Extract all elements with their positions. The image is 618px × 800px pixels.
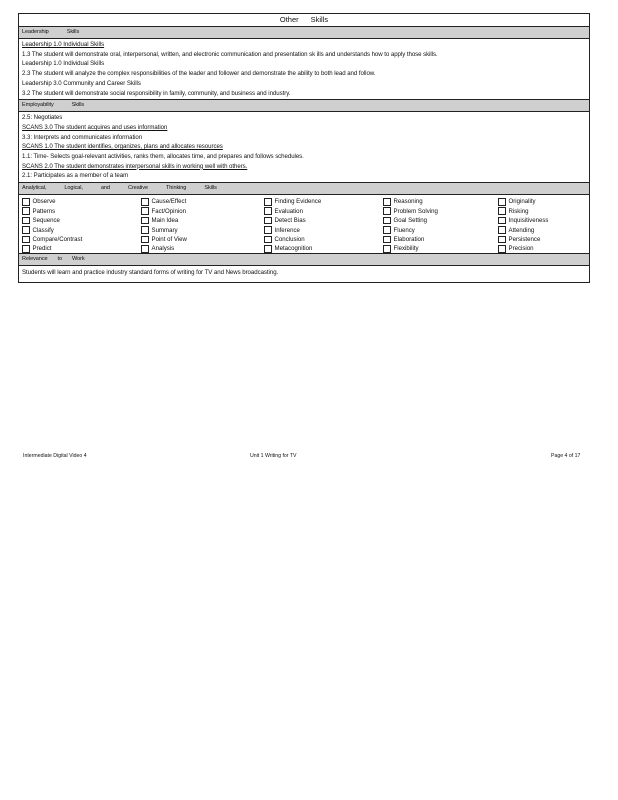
skill-label: Conclusion	[274, 235, 305, 243]
leadership-skills-header: Leadership Skills	[19, 27, 589, 39]
page-title: Other Skills	[19, 14, 589, 27]
skill-label: Patterns	[32, 207, 56, 215]
checkbox[interactable]	[383, 245, 391, 253]
checkbox[interactable]	[498, 207, 506, 215]
skill-checkbox-item[interactable]	[22, 235, 141, 244]
skill-checkbox-item[interactable]	[141, 207, 264, 216]
skill-checkbox-item[interactable]	[264, 235, 383, 244]
skill-label: Classify	[32, 226, 54, 234]
skill-checkbox-item[interactable]	[141, 225, 264, 234]
skill-label: Problem Solving	[393, 207, 438, 215]
leadership-line: 3.2 The student will demonstrate social responsibility in family, community, and business and industry.	[22, 89, 291, 97]
relevance-to-work-body	[19, 266, 589, 282]
checkbox[interactable]	[264, 245, 272, 253]
thinking-skills-checklist	[19, 195, 589, 254]
skill-checkbox-item[interactable]	[383, 225, 498, 234]
relevance-to-work-header: Relevance to Work	[19, 254, 589, 266]
leadership-skills-body	[19, 39, 589, 100]
skill-checkbox-item[interactable]	[383, 216, 498, 225]
checkbox[interactable]	[22, 207, 30, 215]
skill-label: Persistence	[508, 235, 541, 243]
employability-skills-body	[19, 112, 589, 183]
skill-checkbox-item[interactable]	[383, 207, 498, 216]
skill-label: Flexibility	[393, 245, 419, 253]
checkbox[interactable]	[264, 217, 272, 225]
skill-label: Fact/Opinion	[151, 207, 187, 215]
skill-checkbox-item[interactable]	[264, 216, 383, 225]
checkbox[interactable]	[141, 207, 149, 215]
skill-checkbox-item[interactable]	[264, 244, 383, 253]
skill-label: Summary	[151, 226, 178, 234]
skill-checkbox-item[interactable]	[498, 235, 590, 244]
skill-label: Attending	[508, 226, 535, 234]
checkbox[interactable]	[383, 226, 391, 234]
checkbox[interactable]	[141, 198, 149, 206]
skill-checkbox-item[interactable]	[22, 207, 141, 216]
checkbox[interactable]	[22, 236, 30, 244]
skill-label: Metacognition	[274, 245, 313, 253]
footer-page: Page 4 of 17	[551, 453, 581, 459]
leadership-line: Leadership 3.0 Community and Career Skills	[22, 79, 141, 87]
skill-label: Precision	[508, 245, 534, 253]
skill-checkbox-item[interactable]	[383, 244, 498, 253]
checkbox[interactable]	[498, 217, 506, 225]
checkbox[interactable]	[141, 245, 149, 253]
checkbox[interactable]	[141, 217, 149, 225]
leadership-line: 1.3 The student will demonstrate oral, interpersonal, written, and electronic communication and presentation sk ills and understands how to apply those skills.	[22, 50, 438, 58]
skill-checkbox-item[interactable]	[498, 207, 590, 216]
skill-checkbox-item[interactable]	[498, 197, 590, 206]
checkbox[interactable]	[383, 217, 391, 225]
checkbox[interactable]	[22, 198, 30, 206]
skill-checkbox-item[interactable]	[264, 197, 383, 206]
employability-line: SCANS 3.0 The student acquires and uses information	[22, 123, 168, 131]
checkbox[interactable]	[498, 198, 506, 206]
skill-checkbox-item[interactable]	[264, 207, 383, 216]
checkbox[interactable]	[498, 226, 506, 234]
checkbox[interactable]	[264, 236, 272, 244]
skill-label: Finding Evidence	[274, 198, 322, 206]
checkbox[interactable]	[264, 226, 272, 234]
skill-checkbox-item[interactable]	[141, 216, 264, 225]
skill-label: Cause/Effect	[151, 198, 187, 206]
footer-course: Intermediate Digital Video 4	[23, 453, 87, 459]
checkbox[interactable]	[22, 226, 30, 234]
skill-label: Inference	[274, 226, 300, 234]
skill-checkbox-item[interactable]	[383, 235, 498, 244]
checkbox[interactable]	[264, 207, 272, 215]
skill-checkbox-item[interactable]	[383, 197, 498, 206]
checkbox[interactable]	[498, 245, 506, 253]
skill-label: Main Idea	[151, 217, 179, 225]
skill-label: Risking	[508, 207, 529, 215]
employability-line: 3.3: Interprets and communicates information	[22, 133, 143, 141]
checkbox[interactable]	[383, 198, 391, 206]
leadership-line: 2.3 The student will analyze the complex responsibilities of the leader and follower and demonstrate the ability to both lead and follow.	[22, 70, 376, 78]
skill-label: Fluency	[393, 226, 415, 234]
checkbox[interactable]	[383, 207, 391, 215]
skill-label: Goal Setting	[393, 217, 428, 225]
skill-checkbox-item[interactable]	[498, 225, 590, 234]
skill-checkbox-item[interactable]	[264, 225, 383, 234]
skill-label: Elaboration	[393, 235, 425, 243]
checkbox[interactable]	[141, 226, 149, 234]
employability-line: SCANS 2.0 The student demonstrates interpersonal skills in working well with others.	[22, 162, 248, 170]
employability-skills-header: Employability Skills	[19, 100, 589, 112]
skill-label: Originality	[508, 198, 536, 206]
skill-label: Predict	[32, 245, 52, 253]
skill-checkbox-item[interactable]	[498, 244, 590, 253]
employability-line: 2.1: Participates as a member of a team	[22, 172, 129, 180]
leadership-line: Leadership 1.0 Individual Skills	[22, 60, 105, 68]
employability-line: 2.5: Negotiates	[22, 114, 63, 122]
footer-unit: Unit 1 Writing for TV	[250, 453, 297, 459]
skill-label: Detect Bias	[274, 217, 306, 225]
checkbox[interactable]	[141, 236, 149, 244]
thinking-skills-header: Analytical, Logical, and Creative Thinking Skills	[19, 183, 589, 195]
skill-checkbox-item[interactable]	[22, 216, 141, 225]
checkbox[interactable]	[498, 236, 506, 244]
relevance-text: Students will learn and practice industry standard forms of writing for TV and News broadcasting.	[22, 269, 279, 277]
checkbox[interactable]	[22, 217, 30, 225]
document-table	[18, 13, 590, 283]
employability-line: SCANS 1.0 The student identifies, organizes, plans and allocates resources	[22, 143, 223, 151]
skill-checkbox-item[interactable]	[22, 197, 141, 206]
skill-label: Observe	[32, 198, 56, 206]
skill-label: Reasoning	[393, 198, 423, 206]
employability-line: 1.1: Time- Selects goal-relevant activities, ranks them, allocates time, and prepares and follows schedules.	[22, 153, 304, 161]
skill-label: Point of View	[151, 235, 187, 243]
checkbox[interactable]	[264, 198, 272, 206]
checkbox[interactable]	[383, 236, 391, 244]
skill-label: Evaluation	[274, 207, 303, 215]
skill-checkbox-item[interactable]	[22, 244, 141, 253]
skill-label: Compare/Contrast	[32, 235, 83, 243]
skill-label: Sequence	[32, 217, 60, 225]
skill-checkbox-item[interactable]	[141, 197, 264, 206]
leadership-line: Leadership 1.0 Individual Skills	[22, 41, 105, 48]
skill-label: Analysis	[151, 245, 175, 253]
skill-checkbox-item[interactable]	[22, 225, 141, 234]
skill-label: Inquisitiveness	[508, 217, 549, 225]
skill-checkbox-item[interactable]	[141, 244, 264, 253]
skill-checkbox-item[interactable]	[498, 216, 590, 225]
skill-checkbox-item[interactable]	[141, 235, 264, 244]
checkbox[interactable]	[22, 245, 30, 253]
